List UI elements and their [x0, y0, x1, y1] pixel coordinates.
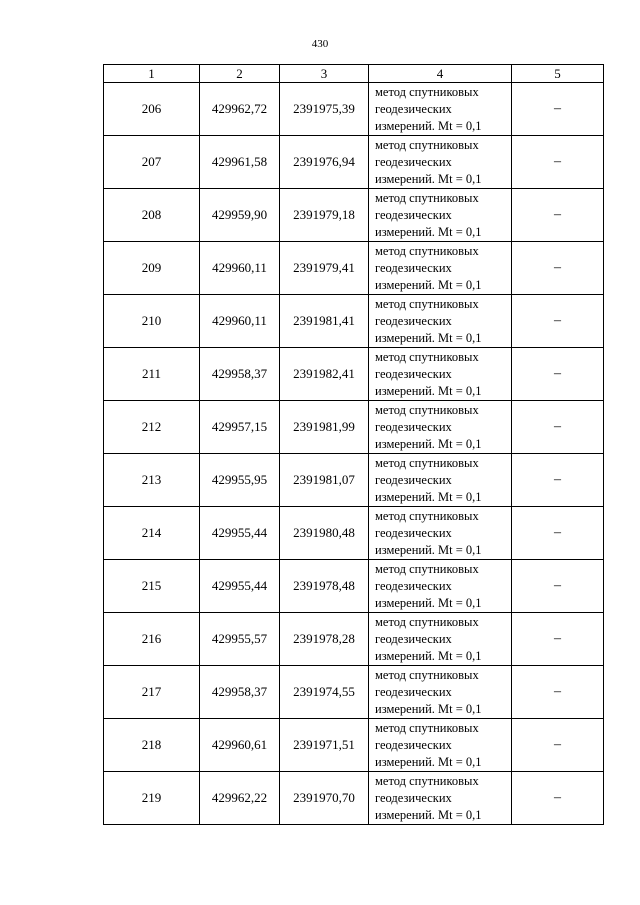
y-coordinate-cell: 2391976,94	[280, 136, 369, 189]
y-coordinate-cell: 2391980,48	[280, 507, 369, 560]
y-coordinate-cell: 2391974,55	[280, 666, 369, 719]
method-cell: метод спутниковых геодезических измерений. Mt = 0,1	[369, 189, 512, 242]
method-cell: метод спутниковых геодезических измерений. Mt = 0,1	[369, 83, 512, 136]
note-cell: –	[512, 348, 604, 401]
y-coordinate-cell: 2391971,51	[280, 719, 369, 772]
note-cell: –	[512, 772, 604, 825]
table-row	[104, 507, 604, 560]
y-coordinate-cell: 2391981,99	[280, 401, 369, 454]
note-cell: –	[512, 666, 604, 719]
page-number: 430	[311, 38, 329, 50]
point-cell: 219	[104, 772, 200, 825]
note-cell: –	[512, 401, 604, 454]
method-cell: метод спутниковых геодезических измерений. Mt = 0,1	[369, 613, 512, 666]
point-cell: 213	[104, 454, 200, 507]
note-cell: –	[512, 454, 604, 507]
note-cell: –	[512, 295, 604, 348]
x-coordinate-cell: 429960,11	[200, 295, 280, 348]
y-coordinate-cell: 2391982,41	[280, 348, 369, 401]
x-coordinate-cell: 429955,57	[200, 613, 280, 666]
column-header-2: 2	[200, 65, 280, 83]
y-coordinate-cell: 2391979,18	[280, 189, 369, 242]
y-coordinate-cell: 2391970,70	[280, 772, 369, 825]
method-cell: метод спутниковых геодезических измерений. Mt = 0,1	[369, 401, 512, 454]
note-cell: –	[512, 242, 604, 295]
coordinates-table	[103, 64, 604, 825]
y-coordinate-cell: 2391981,07	[280, 454, 369, 507]
note-cell: –	[512, 189, 604, 242]
method-cell: метод спутниковых геодезических измерений. Mt = 0,1	[369, 560, 512, 613]
point-cell: 216	[104, 613, 200, 666]
method-cell: метод спутниковых геодезических измерений. Mt = 0,1	[369, 719, 512, 772]
table-row	[104, 560, 604, 613]
point-cell: 206	[104, 83, 200, 136]
method-cell: метод спутниковых геодезических измерений. Mt = 0,1	[369, 348, 512, 401]
method-cell: метод спутниковых геодезических измерений. Mt = 0,1	[369, 295, 512, 348]
table-row	[104, 666, 604, 719]
column-header-3: 3	[280, 65, 369, 83]
point-cell: 215	[104, 560, 200, 613]
table-row	[104, 295, 604, 348]
table-row	[104, 401, 604, 454]
point-cell: 211	[104, 348, 200, 401]
x-coordinate-cell: 429962,22	[200, 772, 280, 825]
point-cell: 207	[104, 136, 200, 189]
x-coordinate-cell: 429960,61	[200, 719, 280, 772]
note-cell: –	[512, 507, 604, 560]
column-header-1: 1	[104, 65, 200, 83]
table-row	[104, 348, 604, 401]
y-coordinate-cell: 2391981,41	[280, 295, 369, 348]
note-cell: –	[512, 719, 604, 772]
x-coordinate-cell: 429955,44	[200, 507, 280, 560]
table-row	[104, 136, 604, 189]
x-coordinate-cell: 429958,37	[200, 348, 280, 401]
table-row	[104, 189, 604, 242]
note-cell: –	[512, 560, 604, 613]
table-row	[104, 242, 604, 295]
table-row	[104, 772, 604, 825]
column-header-5: 5	[512, 65, 604, 83]
table-row	[104, 83, 604, 136]
note-cell: –	[512, 83, 604, 136]
table-row	[104, 454, 604, 507]
y-coordinate-cell: 2391978,48	[280, 560, 369, 613]
x-coordinate-cell: 429959,90	[200, 189, 280, 242]
method-cell: метод спутниковых геодезических измерений. Mt = 0,1	[369, 242, 512, 295]
method-cell: метод спутниковых геодезических измерений. Mt = 0,1	[369, 136, 512, 189]
x-coordinate-cell: 429958,37	[200, 666, 280, 719]
y-coordinate-cell: 2391978,28	[280, 613, 369, 666]
x-coordinate-cell: 429957,15	[200, 401, 280, 454]
x-coordinate-cell: 429962,72	[200, 83, 280, 136]
point-cell: 208	[104, 189, 200, 242]
point-cell: 214	[104, 507, 200, 560]
point-cell: 210	[104, 295, 200, 348]
point-cell: 217	[104, 666, 200, 719]
method-cell: метод спутниковых геодезических измерений. Mt = 0,1	[369, 454, 512, 507]
note-cell: –	[512, 613, 604, 666]
point-cell: 209	[104, 242, 200, 295]
table-row	[104, 719, 604, 772]
y-coordinate-cell: 2391979,41	[280, 242, 369, 295]
table-header-row	[104, 65, 604, 83]
method-cell: метод спутниковых геодезических измерений. Mt = 0,1	[369, 666, 512, 719]
x-coordinate-cell: 429955,95	[200, 454, 280, 507]
point-cell: 218	[104, 719, 200, 772]
note-cell: –	[512, 136, 604, 189]
method-cell: метод спутниковых геодезических измерений. Mt = 0,1	[369, 772, 512, 825]
y-coordinate-cell: 2391975,39	[280, 83, 369, 136]
x-coordinate-cell: 429961,58	[200, 136, 280, 189]
point-cell: 212	[104, 401, 200, 454]
x-coordinate-cell: 429960,11	[200, 242, 280, 295]
x-coordinate-cell: 429955,44	[200, 560, 280, 613]
column-header-4: 4	[369, 65, 512, 83]
method-cell: метод спутниковых геодезических измерений. Mt = 0,1	[369, 507, 512, 560]
table-row	[104, 613, 604, 666]
